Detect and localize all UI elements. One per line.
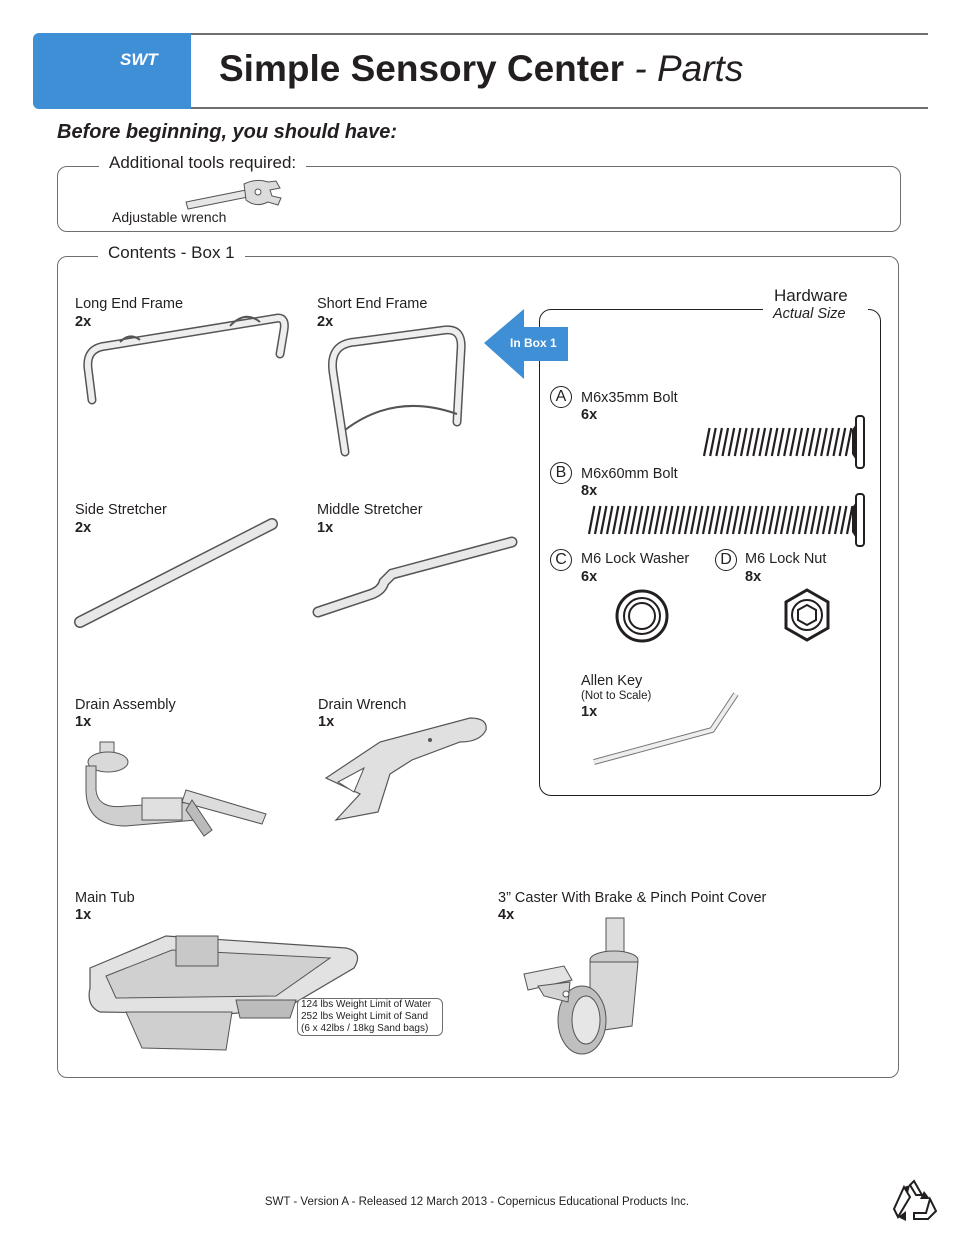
allen-key-icon <box>590 688 750 770</box>
bolt-thread <box>637 506 642 534</box>
hardware-qty: 8x <box>745 569 762 585</box>
bolt-thread <box>655 506 660 534</box>
bolt-thread <box>649 506 654 534</box>
lock-nut-icon <box>782 588 832 642</box>
intro-heading: Before beginning, you should have: <box>57 121 398 143</box>
recycle-icon <box>890 1177 938 1223</box>
bolt-icon <box>585 490 870 550</box>
bolt-thread <box>673 506 678 534</box>
bolt-thread <box>733 506 738 534</box>
bolt-thread <box>704 428 710 456</box>
bolt-thread <box>723 428 729 456</box>
bolt-thread <box>625 506 630 534</box>
part-qty: 2x <box>317 314 334 330</box>
part-qty: 4x <box>498 907 515 923</box>
bolt-thread <box>727 506 732 534</box>
caster-icon <box>520 916 640 1056</box>
bolt-thread <box>811 506 816 534</box>
bolt-thread <box>691 506 696 534</box>
hardware-name: M6x35mm Bolt <box>581 390 678 406</box>
page-title-sub: - Parts <box>634 48 744 89</box>
allen-key-note: (Not to Scale) <box>581 690 652 702</box>
hardware-name: M6 Lock Washer <box>581 551 690 567</box>
bolt-thread <box>667 506 672 534</box>
side-stretcher-icon <box>72 518 282 630</box>
bolt-thread <box>787 506 792 534</box>
bolt-thread <box>747 428 753 456</box>
bolt-thread <box>766 428 772 456</box>
bolt-icon <box>700 412 870 472</box>
header-bottom-rule <box>191 107 928 109</box>
hardware-qty: 6x <box>581 569 598 585</box>
bolt-thread <box>715 506 720 534</box>
hardware-header <box>763 286 868 326</box>
part-name: Middle Stretcher <box>317 502 423 518</box>
allen-key-name: Allen Key <box>581 673 643 689</box>
hardware-subtitle: Actual Size <box>773 306 846 322</box>
part-qty: 1x <box>75 714 92 730</box>
bolt-thread <box>769 506 774 534</box>
bolt-thread <box>601 506 606 534</box>
hardware-letter: A <box>550 386 572 408</box>
part-name: Drain Assembly <box>75 697 176 713</box>
part-name: Short End Frame <box>317 296 428 312</box>
hardware-qty: 6x <box>581 407 598 423</box>
header-top-rule <box>191 33 928 35</box>
footer-text: SWT - Version A - Released 12 March 2013 - Copernicus Educational Products Inc. <box>264 1196 690 1208</box>
part-name: Main Tub <box>75 890 135 906</box>
bolt-thread <box>778 428 784 456</box>
header-tab-label: SWT <box>120 50 158 69</box>
part-name: Long End Frame <box>75 296 184 312</box>
in-box-arrow-label: In Box 1 <box>510 336 557 350</box>
bolt-thread <box>793 506 798 534</box>
bolt-thread <box>827 428 833 456</box>
bolt-thread <box>716 428 722 456</box>
bolt-thread <box>589 506 594 534</box>
bolt-thread <box>753 428 759 456</box>
part-qty: 1x <box>317 520 334 536</box>
bolt-thread <box>619 506 624 534</box>
contents-legend: Contents - Box 1 <box>98 243 245 263</box>
bolt-thread <box>823 506 828 534</box>
tub-limit-water: 124 lbs Weight Limit of Water <box>301 999 432 1010</box>
bolt-thread <box>729 428 735 456</box>
tools-legend: Additional tools required: <box>99 153 306 173</box>
bolt-thread <box>757 506 762 534</box>
allen-key-qty: 1x <box>581 704 598 720</box>
bolt-thread <box>834 428 840 456</box>
bolt-thread <box>847 506 852 534</box>
bolt-thread <box>661 506 666 534</box>
bolt-thread <box>745 506 750 534</box>
bolt-thread <box>595 506 600 534</box>
long-end-frame-icon <box>80 308 290 408</box>
tub-weight-limits <box>297 998 443 1036</box>
bolt-thread <box>703 506 708 534</box>
hardware-qty: 8x <box>581 483 598 499</box>
bolt-thread <box>741 428 747 456</box>
bolt-thread <box>775 506 780 534</box>
header-tab <box>33 33 191 109</box>
short-end-frame-icon <box>325 322 470 457</box>
bolt-thread <box>607 506 612 534</box>
bolt-thread <box>799 506 804 534</box>
bolt-thread <box>817 506 822 534</box>
bolt-thread <box>772 428 778 456</box>
bolt-thread <box>803 428 809 456</box>
page-title-main: Simple Sensory Center <box>219 48 625 89</box>
bolt-thread <box>739 506 744 534</box>
part-name: 3” Caster With Brake & Pinch Point Cover <box>498 890 767 906</box>
bolt-thread <box>679 506 684 534</box>
drain-wrench-icon <box>320 712 492 824</box>
hardware-letter: D <box>715 549 737 571</box>
hardware-name: M6x60mm Bolt <box>581 466 678 482</box>
page-title <box>219 48 743 90</box>
bolt-thread <box>643 506 648 534</box>
part-name: Drain Wrench <box>318 697 407 713</box>
bolt-thread <box>709 506 714 534</box>
hardware-letter: C <box>550 549 572 571</box>
part-qty: 2x <box>75 520 92 536</box>
bolt-thread <box>751 506 756 534</box>
bolt-thread <box>829 506 834 534</box>
part-qty: 1x <box>75 907 92 923</box>
lock-washer-icon <box>614 588 670 644</box>
hardware-name: M6 Lock Nut <box>745 551 827 567</box>
part-qty: 2x <box>75 314 92 330</box>
bolt-thread <box>685 506 690 534</box>
tool-label: Adjustable wrench <box>112 209 227 225</box>
bolt-thread <box>835 506 840 534</box>
bolt-thread <box>790 428 796 456</box>
bolt-thread <box>613 506 618 534</box>
bolt-thread <box>821 428 827 456</box>
bolt-thread <box>846 428 852 456</box>
hardware-letter: B <box>550 462 572 484</box>
tub-limit-bags: (6 x 42lbs / 18kg Sand bags) <box>301 1023 429 1034</box>
bolt-thread <box>721 506 726 534</box>
bolt-thread <box>697 506 702 534</box>
part-qty: 1x <box>318 714 335 730</box>
bolt-thread <box>781 506 786 534</box>
bolt-thread <box>784 428 790 456</box>
bolt-thread <box>735 428 741 456</box>
bolt-thread <box>763 506 768 534</box>
part-name: Side Stretcher <box>75 502 167 518</box>
tub-limit-sand: 252 lbs Weight Limit of Sand <box>301 1011 429 1022</box>
bolt-thread <box>710 428 716 456</box>
hardware-title: Hardware <box>774 286 848 305</box>
bolt-thread <box>805 506 810 534</box>
bolt-thread <box>797 428 803 456</box>
bolt-thread <box>809 428 815 456</box>
bolt-thread <box>841 506 846 534</box>
bolt-thread <box>840 428 846 456</box>
middle-stretcher-icon <box>312 536 522 620</box>
bolt-thread <box>815 428 821 456</box>
bolt-thread <box>631 506 636 534</box>
drain-assembly-icon <box>86 740 272 840</box>
bolt-thread <box>760 428 766 456</box>
